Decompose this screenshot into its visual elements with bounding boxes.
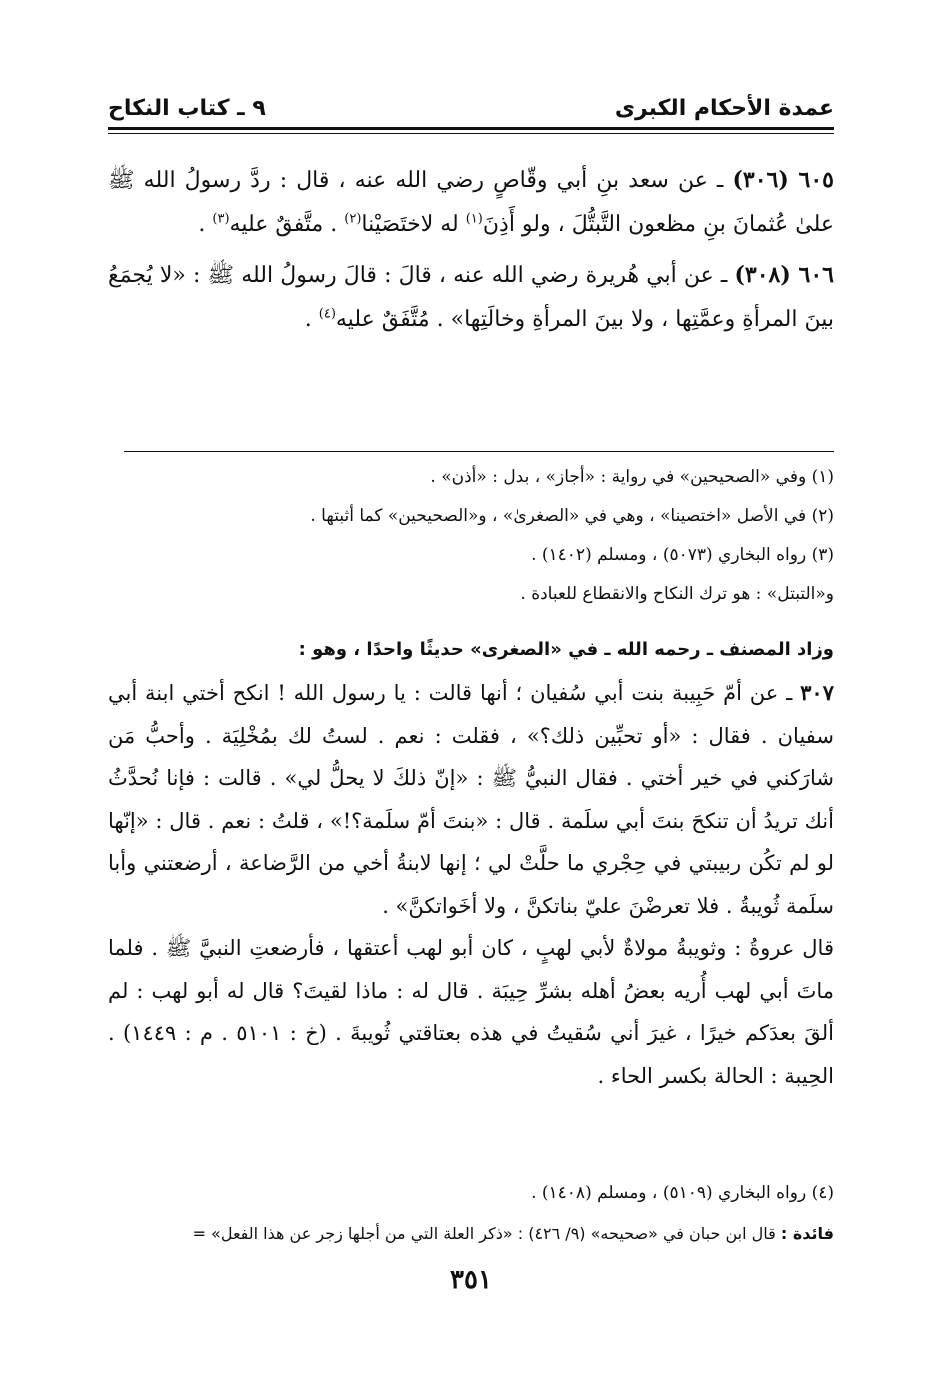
page-number: ٣٥١ [450, 1265, 492, 1295]
addition-commentary: قال عروةُ : وثويبةُ مولاةٌ لأبي لهبٍ ، كان أبو لهب أعتقها ، فأرضعتِ النبيَّ ﷺ . فلما ماتَ أبي لهب أُريه بعضُ أهله بشرِّ حِيبَة . قال له : ماذا لقيتَ؟ قال له أبو لهب : لم ألقَ بعدَكم خيرًا ، غيرَ أني سُقيتُ في هذه بعتاقتي ثُويبةَ . (خ : ٥١٠١ . م : ١٤٤٩) . الحِيبة : الحالة بكسر الحاء . [108, 936, 834, 1088]
addition-hadith [108, 672, 834, 927]
addition-text: ـ عن أمّ حَبِيبة بنت أبي سُفيان ؛ أنها قالت : يا رسول الله ! انكح أختي ابنة أبي سفيان . فقال : «أو تحبِّين ذلك؟» ، فقلت : نعم . لستُ لك بمُخْلِيَة . وأحبُّ مَن شارَكني في خير أختي . فقال النبيُّ ﷺ : «إنّ ذلكَ لا يحلُّ لي» . قالت : فإنا نُحدَّثُ أنك تريدُ أن تنكحَ بنتَ أبي سلَمة . قال : «بنتَ أمّ سلَمة؟!» ، قلتُ : نعم . قال : «إنّها لو لم تكُن ربيبتي في حِجْري ما حلَّتْ لي ؛ إنها لابنةُ أخي من الرَّضاعة ، أرضعتني وأبا سلَمة ثُويبةُ . فلا تعرضْنَ عليّ بناتكنَّ ، ولا أخَواتكنَّ» . [108, 681, 835, 918]
hadith-text: . متَّفقٌ عليه [229, 212, 345, 237]
footnote-2: (٢) في الأصل «اختصينا» ، وهي في «الصغرىٰ» ، و«الصحيحين» كما أثبتها . [310, 506, 834, 526]
book-title: عمدة الأحكام الكبرى [614, 96, 834, 121]
footnote-3: (٣) رواه البخاري (٥٠٧٣) ، ومسلم (١٤٠٢) . [531, 545, 834, 565]
benefit-label: فائدة : [780, 1224, 834, 1243]
footnote-1: (١) وفي «الصحيحين» في رواية : «أجاز» ، بدل : «أذن» . [430, 467, 834, 487]
hadith-text: . [304, 307, 319, 332]
footnote-ref: (٣) [212, 211, 230, 227]
addition-section [108, 632, 834, 1097]
hadith-606 [108, 253, 834, 342]
footnote-4: (٤) رواه البخاري (٥١٠٩) ، ومسلم (١٤٠٨) . [531, 1183, 834, 1203]
benefit-text: قال ابن حبان في «صحيحه» (٩/ ٤٢٦) : «ذكر العلة التي من أجلها زجر عن هذا الفعل» = [192, 1224, 781, 1243]
footnote-divider [124, 451, 834, 452]
footnote-ref: (٢) [344, 211, 362, 227]
hadith-number: ٦٠٥ (٣٠٦) [732, 167, 834, 193]
footnotes [108, 462, 834, 618]
hadith-number: ٦٠٦ (٣٠٨) [734, 262, 834, 288]
hadith-body [108, 158, 834, 348]
benefit-note [108, 1220, 834, 1248]
addition-lead: وزاد المصنف ـ رحمه الله ـ في «الصغرى» حديثًا واحدًا ، وهو : [298, 639, 834, 660]
hadith-text: . [198, 212, 213, 237]
hadith-text: ـ عن سعد بنِ أبي وقّاصٍ رضي الله عنه ، قال : ردَّ رسولُ الله ﷺ علىٰ عُثمانَ بنِ مظعون التَّبتُّلَ ، ولو أَذِنَ [108, 168, 834, 237]
chapter-title: ٩ ـ كتاب النكاح [108, 96, 266, 121]
footnote-ref: (١) [465, 211, 483, 227]
page-header [108, 84, 834, 124]
addition-number: ٣٠٧ [800, 680, 834, 705]
footnote-ref: (٤) [318, 306, 336, 322]
header-rule [108, 127, 834, 134]
hadith-605 [108, 158, 834, 247]
hadith-text: له لاختَصَيْنا [361, 212, 466, 237]
footnote-note: و«التبتل» : هو ترك النكاح والانقطاع للعبادة . [520, 584, 834, 604]
hadith-text: ـ عن أبي هُريرة رضي الله عنه ، قالَ : قالَ رسولُ الله ﷺ : «لا يُجمَعُ بينَ المرأةِ وعمَّتِها ، ولا بينَ المرأةِ وخالَتِها» . مُتَّفَقٌ عليه [108, 263, 834, 332]
